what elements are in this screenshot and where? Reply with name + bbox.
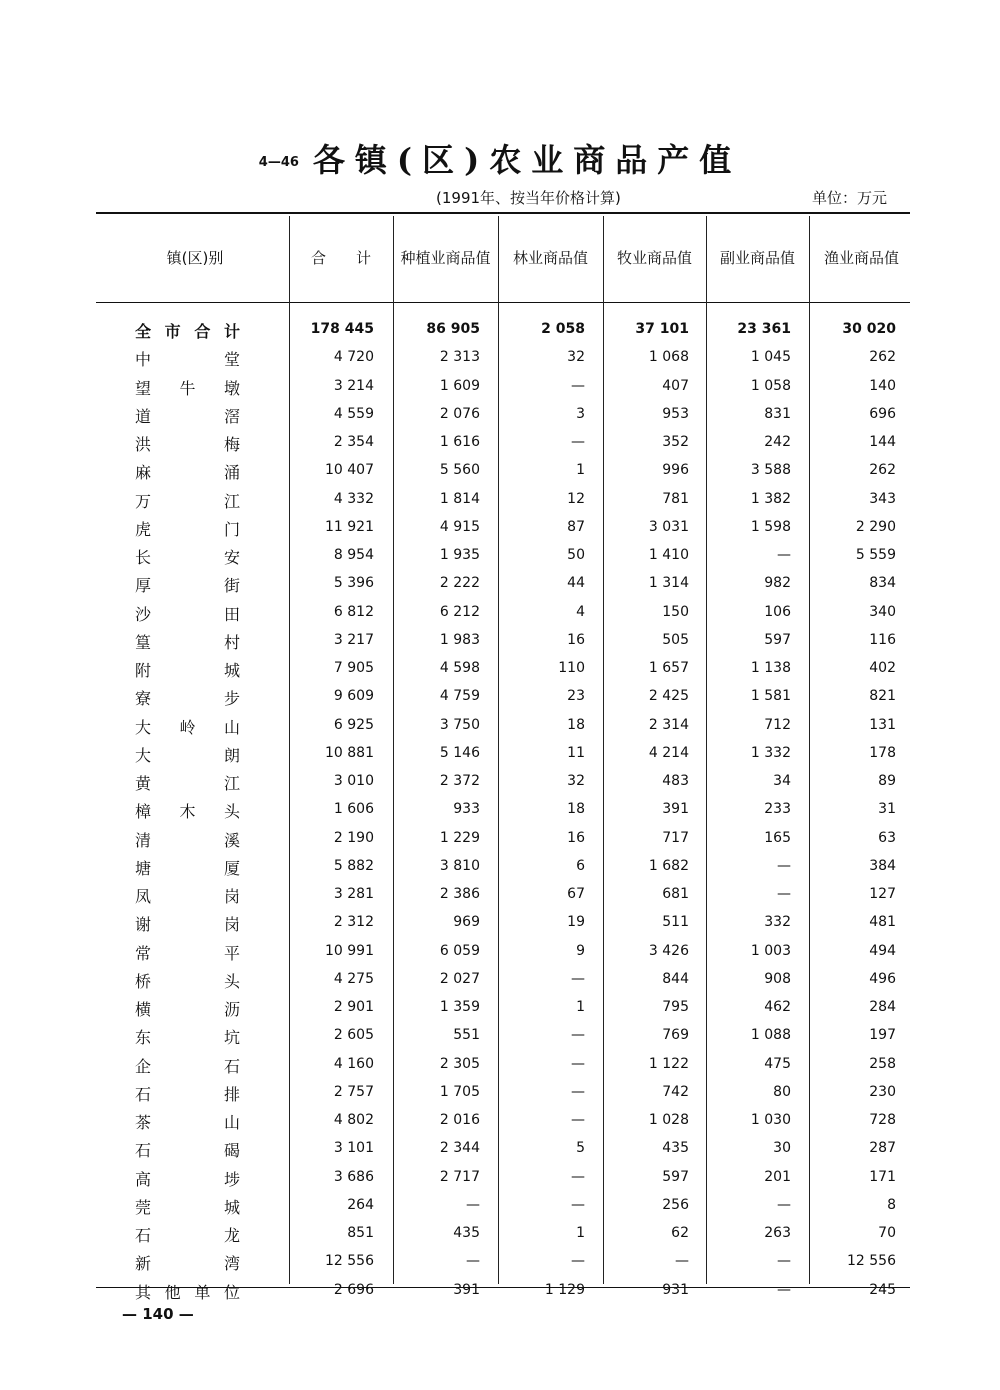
district-name: 洪 梅 xyxy=(135,435,240,454)
district-name: 黄 江 xyxy=(135,774,240,793)
value-cell: 1 598 xyxy=(750,518,791,535)
value-cell: 4 332 xyxy=(333,490,374,507)
value-cell: 116 xyxy=(869,631,896,648)
district-name: 清 溪 xyxy=(135,830,240,850)
top-rule xyxy=(96,212,910,214)
district-name: 桥 头 xyxy=(135,971,240,991)
table-row xyxy=(0,910,1000,938)
value-cell: 496 xyxy=(869,970,896,987)
value-cell: 742 xyxy=(662,1083,689,1100)
district-name: 樟 木 头 xyxy=(135,802,240,822)
value-cell: 2 386 xyxy=(439,886,480,902)
value-cell: 505 xyxy=(662,631,689,648)
table-row xyxy=(0,656,1000,684)
value-cell: — xyxy=(571,434,585,450)
value-cell: 44 xyxy=(567,575,585,592)
value-cell: 140 xyxy=(869,377,896,394)
value-cell: — xyxy=(571,1055,585,1072)
value-cell: 264 xyxy=(347,1196,374,1213)
table-row xyxy=(0,402,1000,430)
table-row xyxy=(0,741,1000,769)
table-row xyxy=(0,1136,1000,1164)
value-cell: 3 810 xyxy=(439,857,480,874)
district-name: 企 石 xyxy=(135,1056,240,1076)
value-cell: 6 925 xyxy=(333,716,374,733)
value-cell: 6 812 xyxy=(333,603,374,620)
value-cell: 178 445 xyxy=(310,321,374,337)
header-fishery: 渔业商品值 xyxy=(823,249,899,267)
value-cell: 407 xyxy=(662,377,689,394)
value-cell: 2 190 xyxy=(333,829,374,846)
value-cell: 781 xyxy=(662,490,689,507)
value-cell: 6 xyxy=(576,857,585,874)
value-cell: 1 122 xyxy=(648,1055,689,1072)
table-row xyxy=(0,1249,1000,1277)
value-cell: 11 xyxy=(567,744,585,761)
header-district: 镇(区)别 xyxy=(166,249,224,267)
table-row xyxy=(0,1080,1000,1108)
value-cell: 1 935 xyxy=(439,547,480,563)
district-name: 全 市 合 计 xyxy=(135,322,240,341)
district-name: 虎 门 xyxy=(135,519,240,539)
table-row xyxy=(0,797,1000,825)
value-cell: 30 xyxy=(773,1140,791,1157)
value-cell: 1 581 xyxy=(750,688,791,705)
table-row xyxy=(0,571,1000,599)
district-name: 其 他 单 位 xyxy=(135,1282,240,1302)
page-number: — 140 — xyxy=(122,1305,194,1323)
district-name: 横 沥 xyxy=(135,1000,240,1019)
value-cell: 340 xyxy=(869,603,896,620)
value-cell: 245 xyxy=(869,1281,896,1298)
value-cell: 262 xyxy=(869,349,896,366)
value-cell: 150 xyxy=(662,603,689,620)
value-cell: 384 xyxy=(869,857,896,874)
value-cell: 12 556 xyxy=(847,1253,896,1270)
value-cell: 62 xyxy=(671,1225,689,1241)
value-cell: 3 010 xyxy=(333,773,374,789)
value-cell: 3 101 xyxy=(333,1140,374,1157)
value-cell: 3 281 xyxy=(333,886,374,902)
value-cell: — xyxy=(777,857,791,874)
value-cell: — xyxy=(777,547,791,563)
value-cell: 2 222 xyxy=(439,575,480,592)
value-cell: — xyxy=(571,1168,585,1185)
value-cell: 931 xyxy=(662,1281,689,1298)
value-cell: 728 xyxy=(869,1112,896,1128)
value-cell: 1 xyxy=(576,462,585,479)
value-cell: 821 xyxy=(869,688,896,705)
district-name: 万 江 xyxy=(135,491,240,511)
value-cell: 23 xyxy=(567,688,585,705)
table-row xyxy=(0,1052,1000,1080)
district-name: 中 堂 xyxy=(135,350,240,370)
table-row xyxy=(0,345,1000,373)
value-cell: 1 606 xyxy=(333,801,374,818)
table-row xyxy=(0,995,1000,1023)
value-cell: 597 xyxy=(662,1168,689,1185)
value-cell: 2 372 xyxy=(439,773,480,789)
table-row xyxy=(0,713,1000,741)
table-row xyxy=(0,430,1000,458)
value-cell: 284 xyxy=(869,999,896,1015)
value-cell: 1 382 xyxy=(750,490,791,507)
value-cell: 7 905 xyxy=(333,660,374,676)
value-cell: 769 xyxy=(662,1027,689,1044)
table-title xyxy=(0,135,1000,181)
value-cell: 3 426 xyxy=(648,942,689,959)
value-cell: 475 xyxy=(764,1055,791,1072)
table-row xyxy=(0,967,1000,995)
value-cell: 1 129 xyxy=(544,1281,585,1298)
value-cell: 5 559 xyxy=(855,547,896,563)
value-cell: 1 814 xyxy=(439,490,480,507)
table-body xyxy=(0,317,1000,1306)
district-name: 篁 村 xyxy=(135,632,240,652)
value-cell: 23 361 xyxy=(737,321,791,337)
table-row xyxy=(0,1023,1000,1051)
table-row xyxy=(0,1193,1000,1221)
value-cell: 435 xyxy=(453,1225,480,1241)
value-cell: 462 xyxy=(764,999,791,1015)
district-name: 东 坑 xyxy=(135,1028,240,1048)
value-cell: 3 217 xyxy=(333,631,374,648)
value-cell: 127 xyxy=(869,886,896,902)
district-name: 大 岭 山 xyxy=(135,717,240,737)
value-cell: 1 410 xyxy=(648,547,689,563)
value-cell: 1 xyxy=(576,999,585,1015)
value-cell: — xyxy=(571,1083,585,1100)
value-cell: 2 717 xyxy=(439,1168,480,1185)
value-cell: 9 609 xyxy=(333,688,374,705)
value-cell: 230 xyxy=(869,1083,896,1100)
value-cell: 1 028 xyxy=(648,1112,689,1128)
value-cell: 6 059 xyxy=(439,942,480,959)
value-cell: 2 058 xyxy=(541,321,585,337)
value-cell: 696 xyxy=(869,405,896,422)
table-row xyxy=(0,458,1000,486)
value-cell: 717 xyxy=(662,829,689,846)
value-cell: 1 003 xyxy=(750,942,791,959)
value-cell: 908 xyxy=(764,970,791,987)
table-row xyxy=(0,515,1000,543)
value-cell: 30 020 xyxy=(842,321,896,337)
value-cell: 70 xyxy=(878,1225,896,1241)
value-cell: 32 xyxy=(567,773,585,789)
value-cell: 233 xyxy=(764,801,791,818)
value-cell: 2 313 xyxy=(439,349,480,366)
district-name: 附 城 xyxy=(135,661,240,680)
value-cell: — xyxy=(777,1196,791,1213)
value-cell: — xyxy=(466,1196,480,1213)
district-name: 常 平 xyxy=(135,943,240,963)
table-row xyxy=(0,1221,1000,1249)
value-cell: 831 xyxy=(764,405,791,422)
value-cell: 201 xyxy=(764,1168,791,1185)
value-cell: 851 xyxy=(347,1225,374,1241)
value-cell: 2 027 xyxy=(439,970,480,987)
value-cell: — xyxy=(777,1281,791,1298)
value-cell: 6 212 xyxy=(439,603,480,620)
value-cell: — xyxy=(777,1253,791,1270)
header-rule xyxy=(96,302,910,303)
value-cell: 34 xyxy=(773,773,791,789)
table-row xyxy=(0,882,1000,910)
value-cell: 18 xyxy=(567,801,585,818)
value-cell: 2 757 xyxy=(333,1083,374,1100)
header-planting: 种植业商品值 xyxy=(400,249,491,267)
value-cell: 12 556 xyxy=(325,1253,374,1270)
value-cell: — xyxy=(571,1196,585,1213)
table-row xyxy=(0,854,1000,882)
value-cell: 332 xyxy=(764,914,791,931)
value-cell: 681 xyxy=(662,886,689,902)
value-cell: 483 xyxy=(662,773,689,789)
value-cell: — xyxy=(571,1112,585,1128)
value-cell: 2 696 xyxy=(333,1281,374,1298)
value-cell: 1 314 xyxy=(648,575,689,592)
district-name: 沙 田 xyxy=(135,604,240,624)
value-cell: 481 xyxy=(869,914,896,931)
value-cell: 165 xyxy=(764,829,791,846)
value-cell: 712 xyxy=(764,716,791,733)
value-cell: 4 915 xyxy=(439,518,480,535)
value-cell: 5 xyxy=(576,1140,585,1157)
value-cell: 63 xyxy=(878,829,896,846)
value-cell: 2 016 xyxy=(439,1112,480,1128)
district-name: 石 排 xyxy=(135,1084,240,1104)
value-cell: 87 xyxy=(567,518,585,535)
district-name: 寮 步 xyxy=(135,689,240,709)
value-cell: 263 xyxy=(764,1225,791,1241)
table-row xyxy=(0,487,1000,515)
value-cell: 242 xyxy=(764,434,791,450)
value-cell: 3 214 xyxy=(333,377,374,394)
value-cell: 933 xyxy=(453,801,480,818)
value-cell: 8 xyxy=(887,1196,896,1213)
value-cell: 16 xyxy=(567,631,585,648)
district-name: 大 朗 xyxy=(135,745,240,765)
value-cell: 1 138 xyxy=(750,660,791,676)
value-cell: 11 921 xyxy=(325,518,374,535)
table-row xyxy=(0,1165,1000,1193)
value-cell: 2 901 xyxy=(333,999,374,1015)
value-cell: 795 xyxy=(662,999,689,1015)
value-cell: 4 160 xyxy=(333,1055,374,1072)
district-name: 凤 岗 xyxy=(135,887,240,906)
value-cell: 1 058 xyxy=(750,377,791,394)
value-cell: 1 332 xyxy=(750,744,791,761)
value-cell: 2 076 xyxy=(439,405,480,422)
value-cell: 287 xyxy=(869,1140,896,1157)
value-cell: 1 705 xyxy=(439,1083,480,1100)
value-cell: 5 882 xyxy=(333,857,374,874)
district-name: 石 龙 xyxy=(135,1226,240,1245)
table-row xyxy=(0,939,1000,967)
value-cell: 343 xyxy=(869,490,896,507)
header-total: 合 计 xyxy=(310,249,371,267)
table-row xyxy=(0,684,1000,712)
table-row xyxy=(0,628,1000,656)
value-cell: 110 xyxy=(558,660,585,676)
value-cell: 1 030 xyxy=(750,1112,791,1128)
value-cell: 2 425 xyxy=(648,688,689,705)
value-cell: 1 068 xyxy=(648,349,689,366)
value-cell: 1 657 xyxy=(648,660,689,676)
value-cell: 178 xyxy=(869,744,896,761)
value-cell: 2 605 xyxy=(333,1027,374,1044)
value-cell: 3 xyxy=(576,405,585,422)
table-row xyxy=(0,543,1000,571)
unit-label: 单位：万元 xyxy=(812,189,888,207)
header-forestry: 林业商品值 xyxy=(512,249,588,267)
value-cell: 19 xyxy=(567,914,585,931)
value-cell: 391 xyxy=(453,1281,480,1298)
value-cell: 258 xyxy=(869,1055,896,1072)
value-cell: 511 xyxy=(662,914,689,931)
value-cell: 3 588 xyxy=(750,462,791,479)
table-row xyxy=(0,769,1000,797)
value-cell: 3 031 xyxy=(648,518,689,535)
value-cell: 2 344 xyxy=(439,1140,480,1157)
value-cell: 953 xyxy=(662,405,689,422)
value-cell: 4 559 xyxy=(333,405,374,422)
value-cell: 982 xyxy=(764,575,791,592)
table-title-text: 各镇(区)农业商品产值 xyxy=(312,141,742,179)
total-row xyxy=(0,317,1000,345)
value-cell: 256 xyxy=(662,1196,689,1213)
value-cell: 10 407 xyxy=(325,462,374,479)
value-cell: 89 xyxy=(878,773,896,789)
value-cell: 4 802 xyxy=(333,1112,374,1128)
value-cell: 4 598 xyxy=(439,660,480,676)
value-cell: — xyxy=(466,1253,480,1270)
value-cell: 32 xyxy=(567,349,585,366)
value-cell: 3 750 xyxy=(439,716,480,733)
value-cell: 494 xyxy=(869,942,896,959)
value-cell: 1 045 xyxy=(750,349,791,366)
district-name: 新 湾 xyxy=(135,1254,240,1274)
value-cell: 435 xyxy=(662,1140,689,1157)
value-cell: 80 xyxy=(773,1083,791,1100)
value-cell: 3 686 xyxy=(333,1168,374,1185)
district-name: 麻 涌 xyxy=(135,463,240,483)
value-cell: 1 088 xyxy=(750,1027,791,1044)
value-cell: 10 881 xyxy=(325,744,374,761)
value-cell: 262 xyxy=(869,462,896,479)
district-name: 莞 城 xyxy=(135,1197,240,1217)
table-number: 4—46 xyxy=(258,155,299,170)
value-cell: 969 xyxy=(453,914,480,931)
table-row xyxy=(0,374,1000,402)
value-cell: — xyxy=(571,377,585,394)
district-name: 塘 厦 xyxy=(135,858,240,878)
district-name: 高 埗 xyxy=(135,1169,240,1189)
value-cell: 352 xyxy=(662,434,689,450)
value-cell: 144 xyxy=(869,434,896,450)
district-name: 长 安 xyxy=(135,548,240,567)
table-subtitle: (1991年、按当年价格计算) xyxy=(436,189,621,207)
header-livestock: 牧业商品值 xyxy=(616,249,692,267)
value-cell: 1 359 xyxy=(439,999,480,1015)
value-cell: 2 305 xyxy=(439,1055,480,1072)
district-name: 望 牛 墩 xyxy=(135,378,240,398)
table-row xyxy=(0,826,1000,854)
value-cell: 5 560 xyxy=(439,462,480,479)
value-cell: 4 720 xyxy=(333,349,374,366)
district-name: 道 滘 xyxy=(135,406,240,426)
value-cell: 4 759 xyxy=(439,688,480,705)
value-cell: 86 905 xyxy=(426,321,480,337)
value-cell: 18 xyxy=(567,716,585,733)
district-name: 谢 岗 xyxy=(135,915,240,935)
value-cell: 31 xyxy=(878,801,896,818)
value-cell: 1 682 xyxy=(648,857,689,874)
table-row xyxy=(0,1108,1000,1136)
value-cell: 597 xyxy=(764,631,791,648)
value-cell: 9 xyxy=(576,942,585,959)
district-name: 石 碣 xyxy=(135,1141,240,1161)
value-cell: 131 xyxy=(869,716,896,733)
value-cell: 171 xyxy=(869,1168,896,1185)
value-cell: 1 609 xyxy=(439,377,480,394)
value-cell: 106 xyxy=(764,603,791,620)
value-cell: — xyxy=(777,886,791,902)
value-cell: 5 396 xyxy=(333,575,374,592)
value-cell: 2 312 xyxy=(333,914,374,931)
value-cell: 8 954 xyxy=(333,547,374,563)
value-cell: 16 xyxy=(567,829,585,846)
value-cell: 551 xyxy=(453,1027,480,1044)
value-cell: — xyxy=(675,1253,689,1270)
value-cell: 2 290 xyxy=(855,518,896,535)
value-cell: — xyxy=(571,970,585,987)
value-cell: 844 xyxy=(662,970,689,987)
value-cell: 1 229 xyxy=(439,829,480,846)
value-cell: 10 991 xyxy=(325,942,374,959)
value-cell: 1 616 xyxy=(439,434,480,450)
value-cell: 2 354 xyxy=(333,434,374,450)
value-cell: 391 xyxy=(662,801,689,818)
value-cell: — xyxy=(571,1253,585,1270)
header-sideline: 副业商品值 xyxy=(719,249,795,267)
value-cell: 4 275 xyxy=(333,970,374,987)
value-cell: 402 xyxy=(869,660,896,676)
value-cell: 67 xyxy=(567,886,585,902)
value-cell: 996 xyxy=(662,462,689,479)
value-cell: 50 xyxy=(567,547,585,563)
value-cell: 12 xyxy=(567,490,585,507)
table-row xyxy=(0,1278,1000,1306)
value-cell: 2 314 xyxy=(648,716,689,733)
value-cell: 197 xyxy=(869,1027,896,1044)
district-name: 厚 街 xyxy=(135,576,240,596)
value-cell: 4 xyxy=(576,603,585,620)
value-cell: 37 101 xyxy=(635,321,689,337)
table-row xyxy=(0,600,1000,628)
value-cell: 834 xyxy=(869,575,896,592)
value-cell: 4 214 xyxy=(648,744,689,761)
value-cell: 1 xyxy=(576,1225,585,1241)
district-name: 茶 山 xyxy=(135,1113,240,1132)
value-cell: 5 146 xyxy=(439,744,480,761)
value-cell: 1 983 xyxy=(439,631,480,648)
value-cell: — xyxy=(571,1027,585,1044)
